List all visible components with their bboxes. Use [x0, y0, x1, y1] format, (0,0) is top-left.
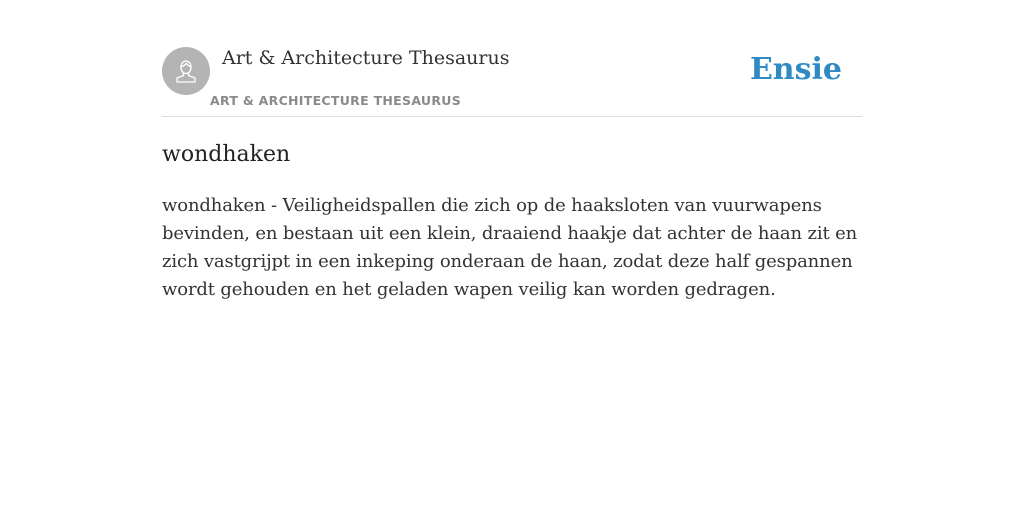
entry-definition: wondhaken - Veiligheidspallen die zich op de haaksloten van vuurwapens bevinden, en bestaan uit een klein, draaiend haakje dat achter de haan zit en zich vastgrijpt in een inkeping onderaan de haan, zodat deze half gespannen wordt gehouden en het geladen wapen veilig kan worden gedragen. [162, 195, 858, 300]
source-avatar[interactable] [162, 47, 210, 95]
brand-logo[interactable]: Ensie [749, 52, 842, 87]
entry-term: wondhaken [162, 142, 291, 167]
source-subtitle: ART & ARCHITECTURE THESAURUS [210, 93, 462, 108]
entry-header [162, 0, 862, 117]
entry-card [162, 0, 862, 300]
source-title-link[interactable]: Art & Architecture Thesaurus [222, 47, 510, 69]
user-outline-icon [172, 57, 200, 85]
